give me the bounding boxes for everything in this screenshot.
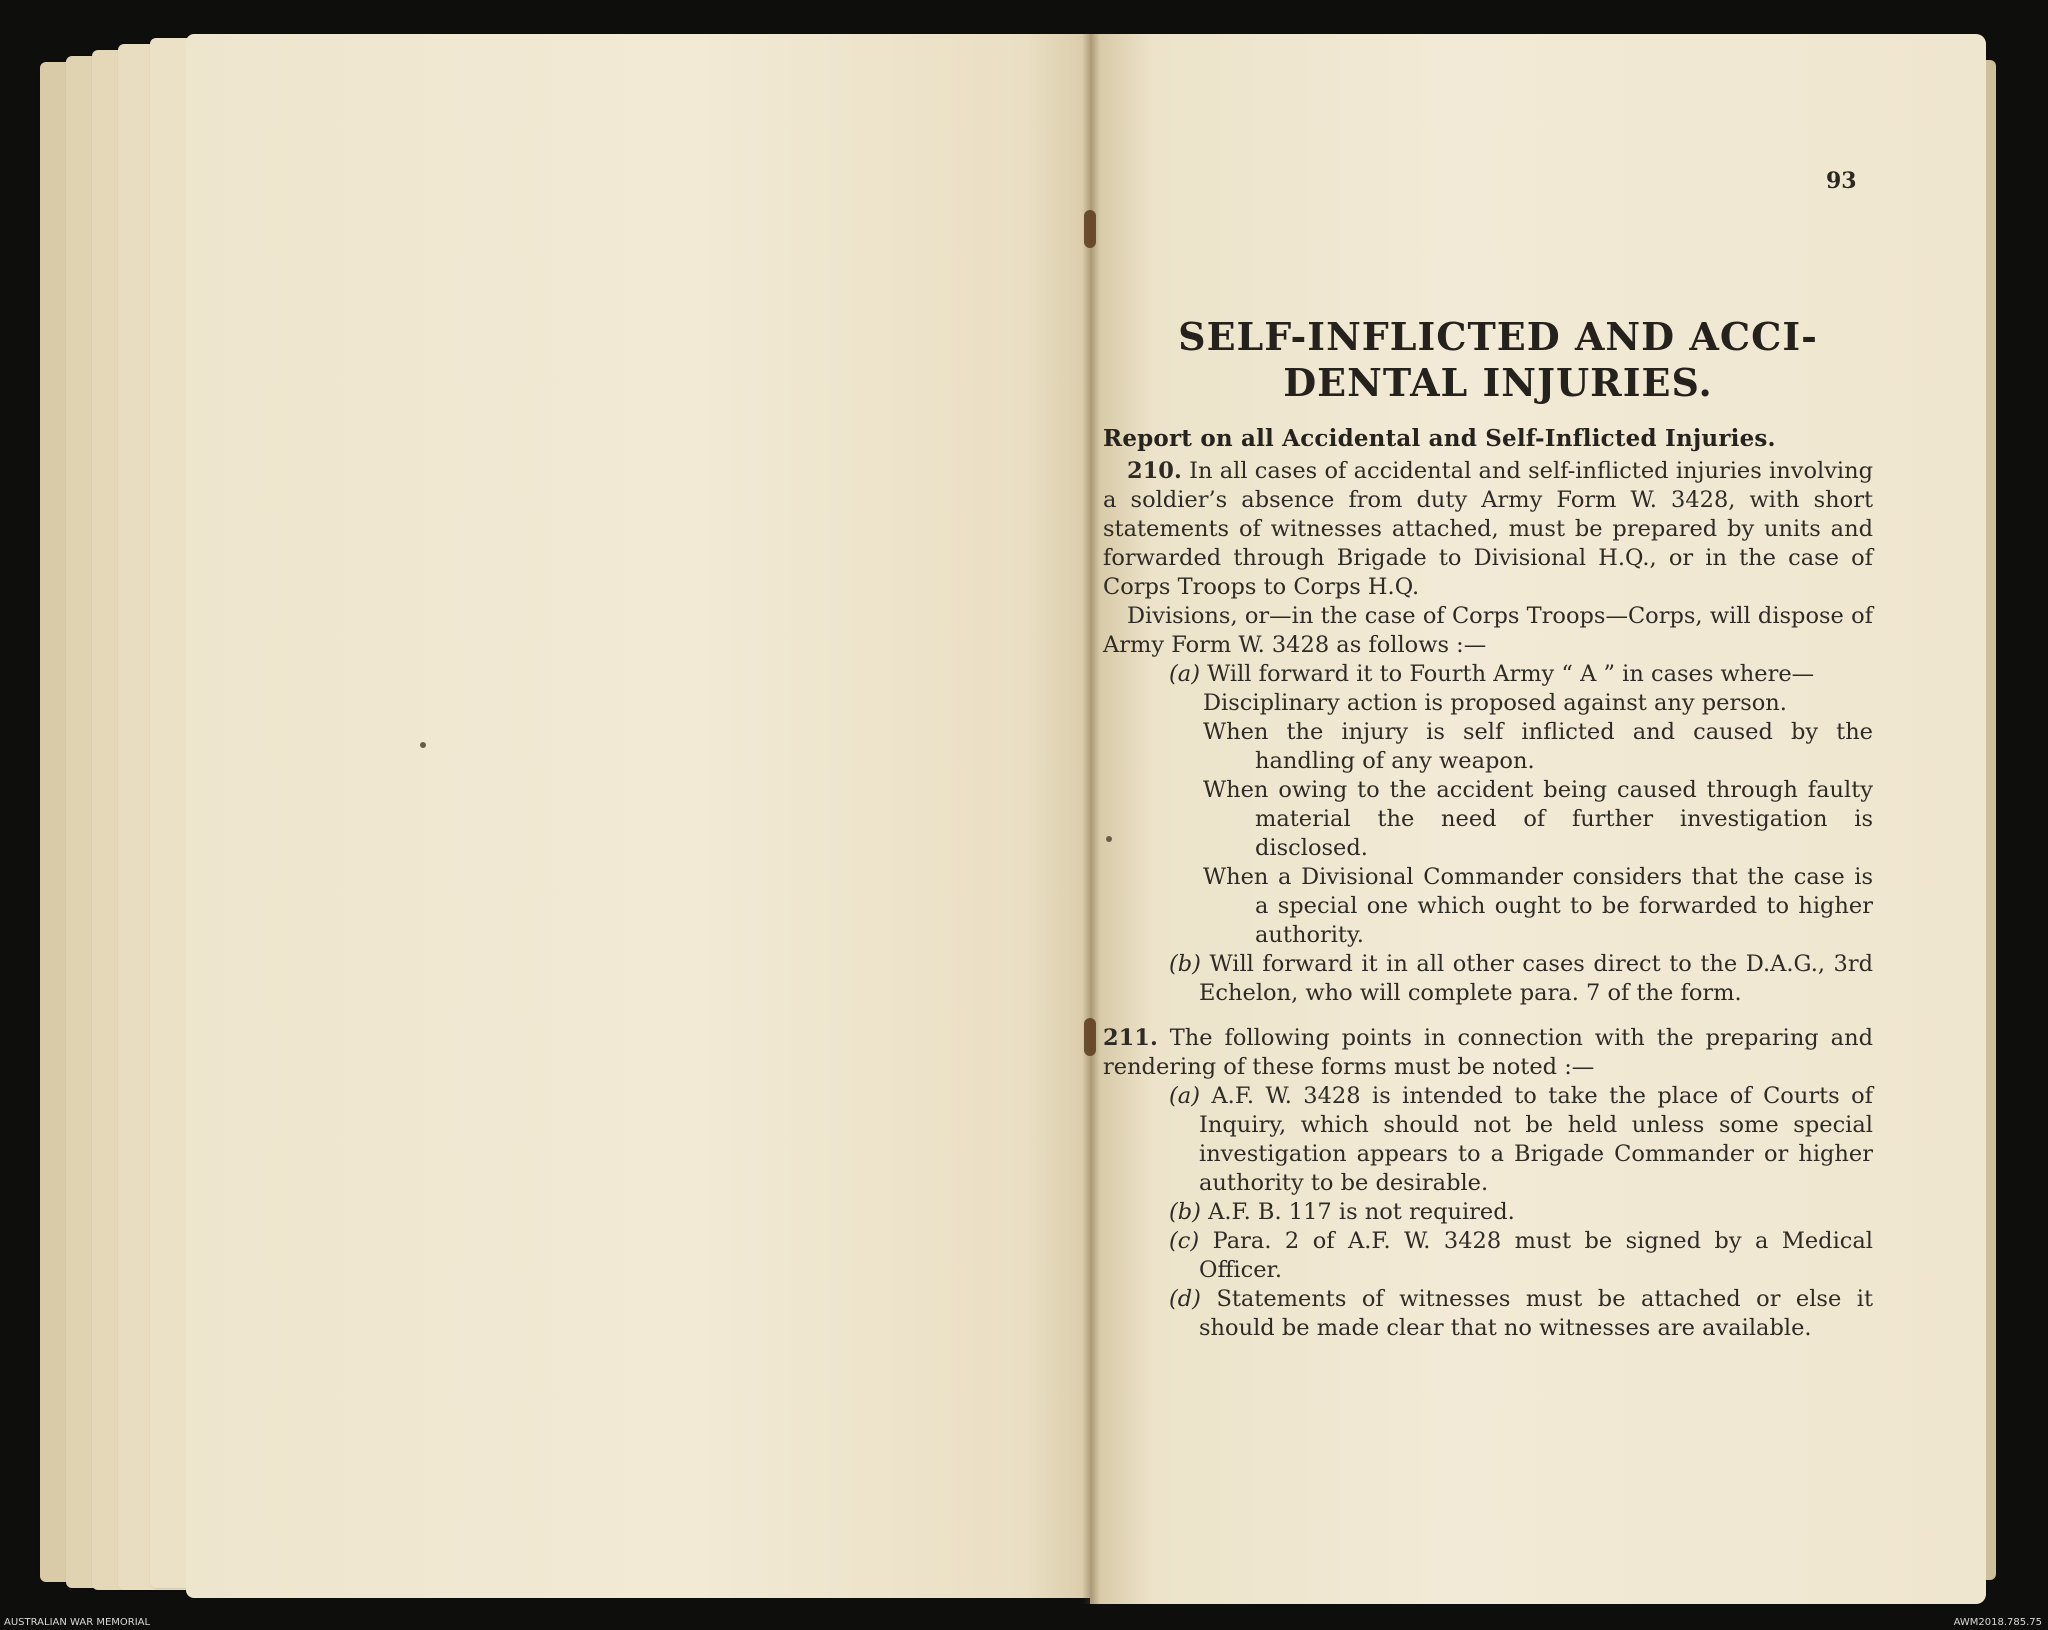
list-item	[1103, 950, 1873, 1008]
sub-item: When owing to the accident being caused through faulty material the need of further investigation is disclosed.	[1203, 777, 1873, 861]
item-text: Statements of witnesses must be attached or else it should be made clear that no witnesses are available.	[1199, 1286, 1873, 1341]
page-text	[1103, 314, 1873, 1343]
page-mark	[420, 742, 426, 748]
sub-item: When the injury is self inflicted and caused by the handling of any weapon.	[1203, 719, 1873, 774]
page-title	[1123, 314, 1873, 406]
section-heading: Report on all Accidental and Self-Inflicted Injuries.	[1103, 425, 1776, 452]
archive-caption-left: AUSTRALIAN WAR MEMORIAL	[4, 1617, 151, 1628]
item-label: (b)	[1169, 951, 1201, 977]
binding-stitch	[1084, 1018, 1096, 1056]
item-label: (a)	[1169, 1083, 1200, 1109]
paragraph-211	[1103, 1024, 1873, 1082]
sub-item: Disciplinary action is proposed against any person.	[1203, 690, 1787, 716]
title-line: DENTAL INJURIES.	[1283, 360, 1713, 405]
item-label: (d)	[1169, 1286, 1201, 1312]
item-text: Will forward it to Fourth Army “ A ” in cases where—	[1207, 661, 1815, 687]
sub-item: When a Divisional Commander considers that the case is a special one which ought to be forwarded to higher authority.	[1203, 864, 1873, 948]
paragraph-text: The following points in connection with the preparing and rendering of these forms must be noted :—	[1103, 1025, 1873, 1080]
paragraph-text: In all cases of accidental and self-inflicted injuries involving a soldier’s absence from duty Army Form W. 3428, with short statements of witnesses attached, must be prepared by units and forwarded through Brigade to Divisional H.Q., or in the case of Corps Troops to Corps H.Q.	[1103, 458, 1873, 600]
item-text: Para. 2 of A.F. W. 3428 must be signed by a Medical Officer.	[1199, 1228, 1873, 1283]
binding-stitch	[1084, 210, 1096, 248]
item-label: (c)	[1169, 1228, 1200, 1254]
item-label: (b)	[1169, 1199, 1201, 1225]
list-item	[1103, 1227, 1873, 1285]
item-label: (a)	[1169, 661, 1200, 687]
paragraph-number: 211.	[1103, 1025, 1158, 1051]
list-item	[1103, 1082, 1873, 1198]
list-item	[1103, 1285, 1873, 1343]
paragraph-text: Divisions, or—in the case of Corps Troops—Corps, will dispose of Army Form W. 3428 as follows :—	[1103, 603, 1873, 658]
list-item	[1103, 1198, 1873, 1227]
archive-caption-right: AWM2018.785.75	[1953, 1617, 2042, 1628]
list-item	[1103, 660, 1873, 689]
paragraph-210	[1103, 457, 1873, 602]
book-binding	[1082, 34, 1100, 1604]
left-page-blank	[186, 34, 1098, 1598]
item-text: Will forward it in all other cases direct to the D.A.G., 3rd Echelon, who will complete para. 7 of the form.	[1199, 951, 1874, 1006]
paragraph-number: 210.	[1127, 458, 1182, 484]
page-number: 93	[1826, 168, 1857, 194]
item-text: A.F. B. 117 is not required.	[1208, 1199, 1515, 1225]
title-line: SELF-INFLICTED AND ACCI-	[1178, 314, 1818, 359]
item-text: A.F. W. 3428 is intended to take the place of Courts of Inquiry, which should not be held unless some special investigation appears to a Brigade Commander or higher authority to be desirable.	[1199, 1083, 1873, 1196]
